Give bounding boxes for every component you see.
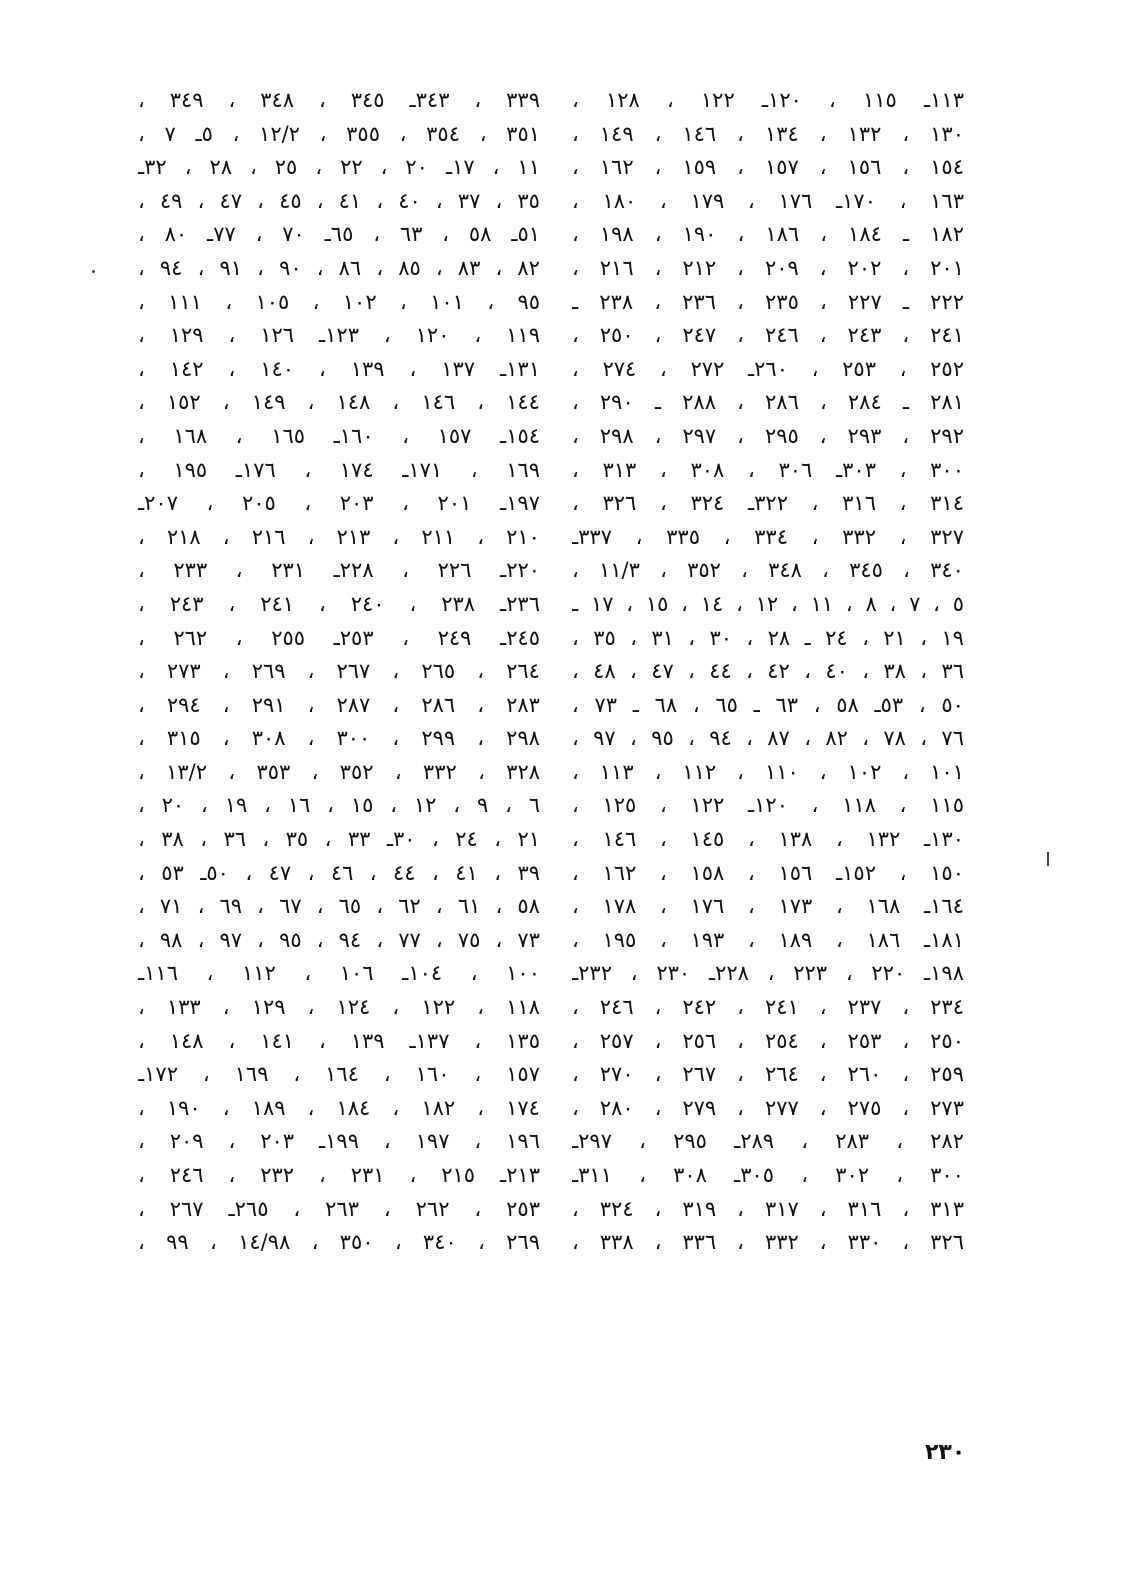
scan-speck	[1047, 852, 1049, 866]
right-column-line: ٣٤٠ ، ٣٤٥ ، ٣٤٨ ، ٣٥٢ ، ١١/٣ ،	[572, 558, 964, 583]
right-column-line: ٢٥٢ ، ٢٥٣ ، ٢٦٠ـ ٢٧٢ ، ٢٧٤ ،	[572, 356, 964, 381]
left-column-line: ٢١٠ ، ٢١١ ، ٢١٣ ، ٢١٦ ، ٢١٨ ،	[138, 524, 540, 549]
left-column-line: ٢٤٥ـ ٢٤٩ ، ٢٥٣ـ ٢٥٥ ، ٢٦٢ ،	[138, 625, 540, 650]
left-column-line: ٢١٣ـ ٢١٥ ، ٢٣١ ، ٢٣٢ ، ٢٤٦ ،	[138, 1163, 540, 1187]
right-column-line: ١٩٨ـ ٢٢٠ ، ٢٢٣ ، ٢٢٨ـ ٢٣٠ ، ٢٣٢ـ	[572, 961, 964, 986]
right-column-line: ١٣٠ـ ١٣٢ ، ١٣٨ ، ١٤٥ ، ١٤٦ ،	[572, 827, 964, 852]
left-column-line: ١١٩ ، ١٢٠ ، ١٢٣ـ ١٢٦ ، ١٢٩ ،	[138, 323, 540, 348]
right-column-line: ١٨٢ ـ ١٨٤ ، ١٨٦ ، ١٩٠ ، ١٩٨ ،	[572, 222, 964, 247]
left-column-line: ٥١ـ ٥٨ ، ٦٣ ، ٦٥ـ ٧٠ ، ٧٧ـ ٨٠ ،	[138, 222, 540, 247]
left-column-line: ١٤٤ ، ١٤٦ ، ١٤٨ ، ١٤٩ ، ١٥٢ ،	[138, 390, 540, 415]
right-column-line: ٥ ، ٧ ، ٨ ، ١١ ، ١٢ ، ١٤ ، ١٥ ، ١٧ ـ	[572, 591, 964, 616]
right-column-line: ٢٨١ ـ ٢٨٤ ، ٢٨٦ ، ٢٨٨ ـ ٢٩٠ ،	[572, 390, 964, 415]
left-column-line: ٦ ، ٩ ، ١٢ ، ١٥ ، ١٦ ، ١٩ ، ٢٠ ،	[138, 793, 540, 818]
left-column-line: ٩٥ ، ١٠١ ، ١٠٢ ، ١٠٥ ، ١١١ ،	[138, 289, 540, 314]
left-column-line: ٢٣٦ـ ٢٣٨ ، ٢٤٠ ، ٢٤١ ، ٢٤٣ ،	[138, 591, 540, 616]
left-column-line: ١٠٠ ، ١٠٤ـ ١٠٦ ، ١١٢ ، ١١٦ـ	[138, 961, 540, 986]
left-column-line: ١٥٤ـ ١٥٧ ، ١٦٠ـ ١٦٥ ، ١٦٨ ،	[138, 423, 540, 448]
right-column-line: ٣٦ ، ٣٨ ، ٤٠ ، ٤٢ ، ٤٤ ، ٤٧ ، ٤٨ ،	[572, 659, 964, 684]
right-column-line: ٣٠٠ ، ٣٠٢ ، ٣٠٥ـ ٣٠٨ ، ٣١١ـ	[572, 1163, 964, 1187]
scan-speck	[92, 270, 95, 273]
left-column-line: ١٦٩ ، ١٧١ـ ١٧٤ ، ١٧٦ـ ١٩٥ ،	[138, 457, 540, 482]
right-column-line: ٢٩٢ ، ٢٩٣ ، ٢٩٥ ، ٢٩٧ ، ٢٩٨ ،	[572, 423, 964, 448]
left-column-line: ١٣٥ ، ١٣٧ـ ١٣٩ ، ١٤١ ، ١٤٨ ،	[138, 1028, 540, 1053]
index-column-left	[138, 84, 540, 1260]
right-column-line: ١٦٣ ، ١٧٠ـ ١٧٦ ، ١٧٩ ، ١٨٠ ،	[572, 188, 964, 213]
page-number: ٢٣٠	[925, 1440, 966, 1465]
left-column-line: ١٣١ـ ١٣٧ ، ١٣٩ ، ١٤٠ ، ١٤٢ ،	[138, 356, 540, 381]
right-column-line: ٧٦ ، ٧٨ ، ٨٢ ، ٨٧ ، ٩٤ ، ٩٥ ، ٩٧ ،	[572, 726, 964, 751]
left-column-line: ٣٢٨ ، ٣٣٢ ، ٣٥٢ ، ٣٥٣ ، ١٣/٢ ،	[138, 759, 540, 784]
right-column-line: ١٦٤ـ ١٦٨ ، ١٧٣ ، ١٧٦ ، ١٧٨ ،	[572, 894, 964, 919]
right-column-line: ٢٧٣ ، ٢٧٥ ، ٢٧٧ ، ٢٧٩ ، ٢٨٠ ،	[572, 1095, 964, 1120]
left-column-line: ٢٩٨ ، ٢٩٩ ، ٣٠٠ ، ٣٠٨ ، ٣١٥ ،	[138, 726, 540, 751]
right-column-line: ٢٥٠ ، ٢٥٣ ، ٢٥٤ ، ٢٥٦ ، ٢٥٧ ،	[572, 1028, 964, 1053]
right-column-line: ١٠١ ، ١٠٢ ، ١١٠ ، ١١٢ ، ١١٣ ،	[572, 759, 964, 784]
left-column-line: ١٩٧ـ ٢٠١ ، ٢٠٣ ، ٢٠٥ ، ٢٠٧ـ	[138, 491, 540, 516]
left-column-line: ٢٦٤ ، ٢٦٥ ، ٢٦٧ ، ٢٦٩ ، ٢٧٣ ،	[138, 659, 540, 684]
right-column-line: ٣٢٧ ، ٣٣٢ ، ٣٣٤ ، ٣٣٥ ، ٣٣٧ـ	[572, 524, 964, 549]
left-column-line: ١١٨ ، ١٢٢ ، ١٢٤ ، ١٢٩ ، ١٣٣ ،	[138, 995, 540, 1020]
right-column-line: ٣٠٠ ، ٣٠٣ـ ٣٠٦ ، ٣٠٨ ، ٣١٣ ،	[572, 457, 964, 482]
left-column-line: ١٥٧ ، ١٦٠ ، ١٦٤ ، ١٦٩ ، ١٧٢ـ	[138, 1062, 540, 1087]
left-column-line: ٧٣ ، ٧٥ ، ٧٧ ، ٩٤ ، ٩٥ ، ٩٧ ، ٩٨ ،	[138, 927, 540, 952]
left-column-line: ٢٥٣ ، ٢٦٢ ، ٢٦٣ ، ٢٦٥ـ ٢٦٧ ،	[138, 1196, 540, 1221]
right-column-line: ١٥٠ ، ١٥٢ـ ١٥٦ ، ١٥٨ ، ١٦٢ ،	[572, 860, 964, 885]
left-column-line: ١٩٦ ، ١٩٧ ، ١٩٩ـ ٢٠٣ ، ٢٠٩ ،	[138, 1129, 540, 1154]
right-column-line: ١١٥ ، ١١٨ ، ١٢٠ـ ١٢٢ ، ١٢٥ ،	[572, 793, 964, 818]
left-column-line: ٥٨ ، ٦١ ، ٦٢ ، ٦٥ ، ٦٧ ، ٦٩ ، ٧١ ،	[138, 894, 540, 919]
right-column-line: ٢٣٤ ، ٢٣٧ ، ٢٤١ ، ٢٤٢ ، ٢٤٦ ،	[572, 995, 964, 1020]
right-column-line: ٣١٤ ، ٣١٦ ، ٣٢٢ـ ٣٢٤ ، ٣٢٦ ،	[572, 491, 964, 516]
index-column-right	[572, 84, 964, 1260]
right-column-line: ١٣٠ ، ١٣٢ ، ١٣٤ ، ١٤٦ ، ١٤٩ ،	[572, 121, 964, 146]
right-column-line: ٣٢٦ ، ٣٣٠ ، ٣٣٢ ، ٣٣٦ ، ٣٣٨ ،	[572, 1230, 964, 1255]
right-column-line: ١١٣ـ ١١٥ ، ١٢٠ـ ١٢٢ ، ١٢٨ ،	[572, 88, 964, 112]
left-column-line: ٣٥١ ، ٣٥٤ ، ٣٥٥ ، ١٢/٢ ، ٥ـ ٧ ،	[138, 121, 540, 146]
left-column-line: ٣٣٩ ، ٣٤٣ـ ٣٤٥ ، ٣٤٨ ، ٣٤٩ ،	[138, 88, 540, 112]
left-column-line: ٨٢ ، ٨٣ ، ٨٥ ، ٨٦ ، ٩٠ ، ٩١ ، ٩٤ ،	[138, 255, 540, 280]
right-column-line: ٢٨٢ ، ٢٨٣ ، ٢٨٩ـ ٢٩٥ ، ٢٩٧ـ	[572, 1129, 964, 1154]
right-column-line: ٥٠ ، ٥٣ـ ٥٨ ، ٦٣ ـ ٦٥ ، ٦٨ ـ ٧٣ ،	[572, 692, 964, 717]
left-column-line: ١١ ، ١٧ـ ٢٠ ، ٢٢ ، ٢٥ ، ٢٨ ، ٣٢ـ	[138, 155, 540, 180]
left-column-line: ١٧٤ ، ١٨٢ ، ١٨٤ ، ١٨٩ ، ١٩٠ ،	[138, 1095, 540, 1120]
right-column-line: ٢٤١ ، ٢٤٣ ، ٢٤٦ ، ٢٤٧ ، ٢٥٠ ،	[572, 323, 964, 348]
left-column-line: ٢٨٣ ، ٢٨٦ ، ٢٨٧ ، ٢٩١ ، ٢٩٤ ،	[138, 692, 540, 717]
right-column-line: ١٥٤ ، ١٥٦ ، ١٥٧ ، ١٥٩ ، ١٦٢ ،	[572, 155, 964, 180]
right-column-line: ١٨١ـ ١٨٦ ، ١٨٩ ، ١٩٣ ، ١٩٥ ،	[572, 927, 964, 952]
right-column-line: ٢٠١ ، ٢٠٢ ، ٢٠٩ ، ٢١٢ ، ٢١٦ ،	[572, 255, 964, 280]
left-column-line: ٢١ ، ٢٤ ، ٣٠ـ ٣٣ ، ٣٥ ، ٣٦ ، ٣٨ ،	[138, 827, 540, 852]
right-column-line: ٣١٣ ، ٣١٦ ، ٣١٧ ، ٣١٩ ، ٣٢٤ ،	[572, 1196, 964, 1221]
left-column-line: ٢٦٩ ، ٣٤٠ ، ٣٥٠ ، ١٤/٩٨ ، ٩٩ ،	[138, 1230, 540, 1255]
right-column-line: ٢٥٩ ، ٢٦٠ ، ٢٦٤ ، ٢٦٧ ، ٢٧٠ ،	[572, 1062, 964, 1087]
right-column-line: ٢٢٢ ـ ٢٢٧ ، ٢٣٥ ، ٢٣٦ ، ٢٣٨ ـ	[572, 289, 964, 314]
left-column-line: ٣٥ ، ٣٧ ، ٤٠ ، ٤١ ، ٤٥ ، ٤٧ ، ٤٩ ،	[138, 188, 540, 213]
left-column-line: ٢٢٠ـ ٢٢٦ ، ٢٢٨ـ ٢٣١ ، ٢٣٣ ،	[138, 558, 540, 583]
left-column-line: ٣٩ ، ٤١ ، ٤٤ ، ٤٦ ، ٤٧ ، ٥٠ـ ٥٣ ،	[138, 860, 540, 885]
right-column-line: ١٩ ، ٢١ ، ٢٤ ـ ٢٨ ، ٣٠ ، ٣١ ، ٣٥ ،	[572, 625, 964, 650]
